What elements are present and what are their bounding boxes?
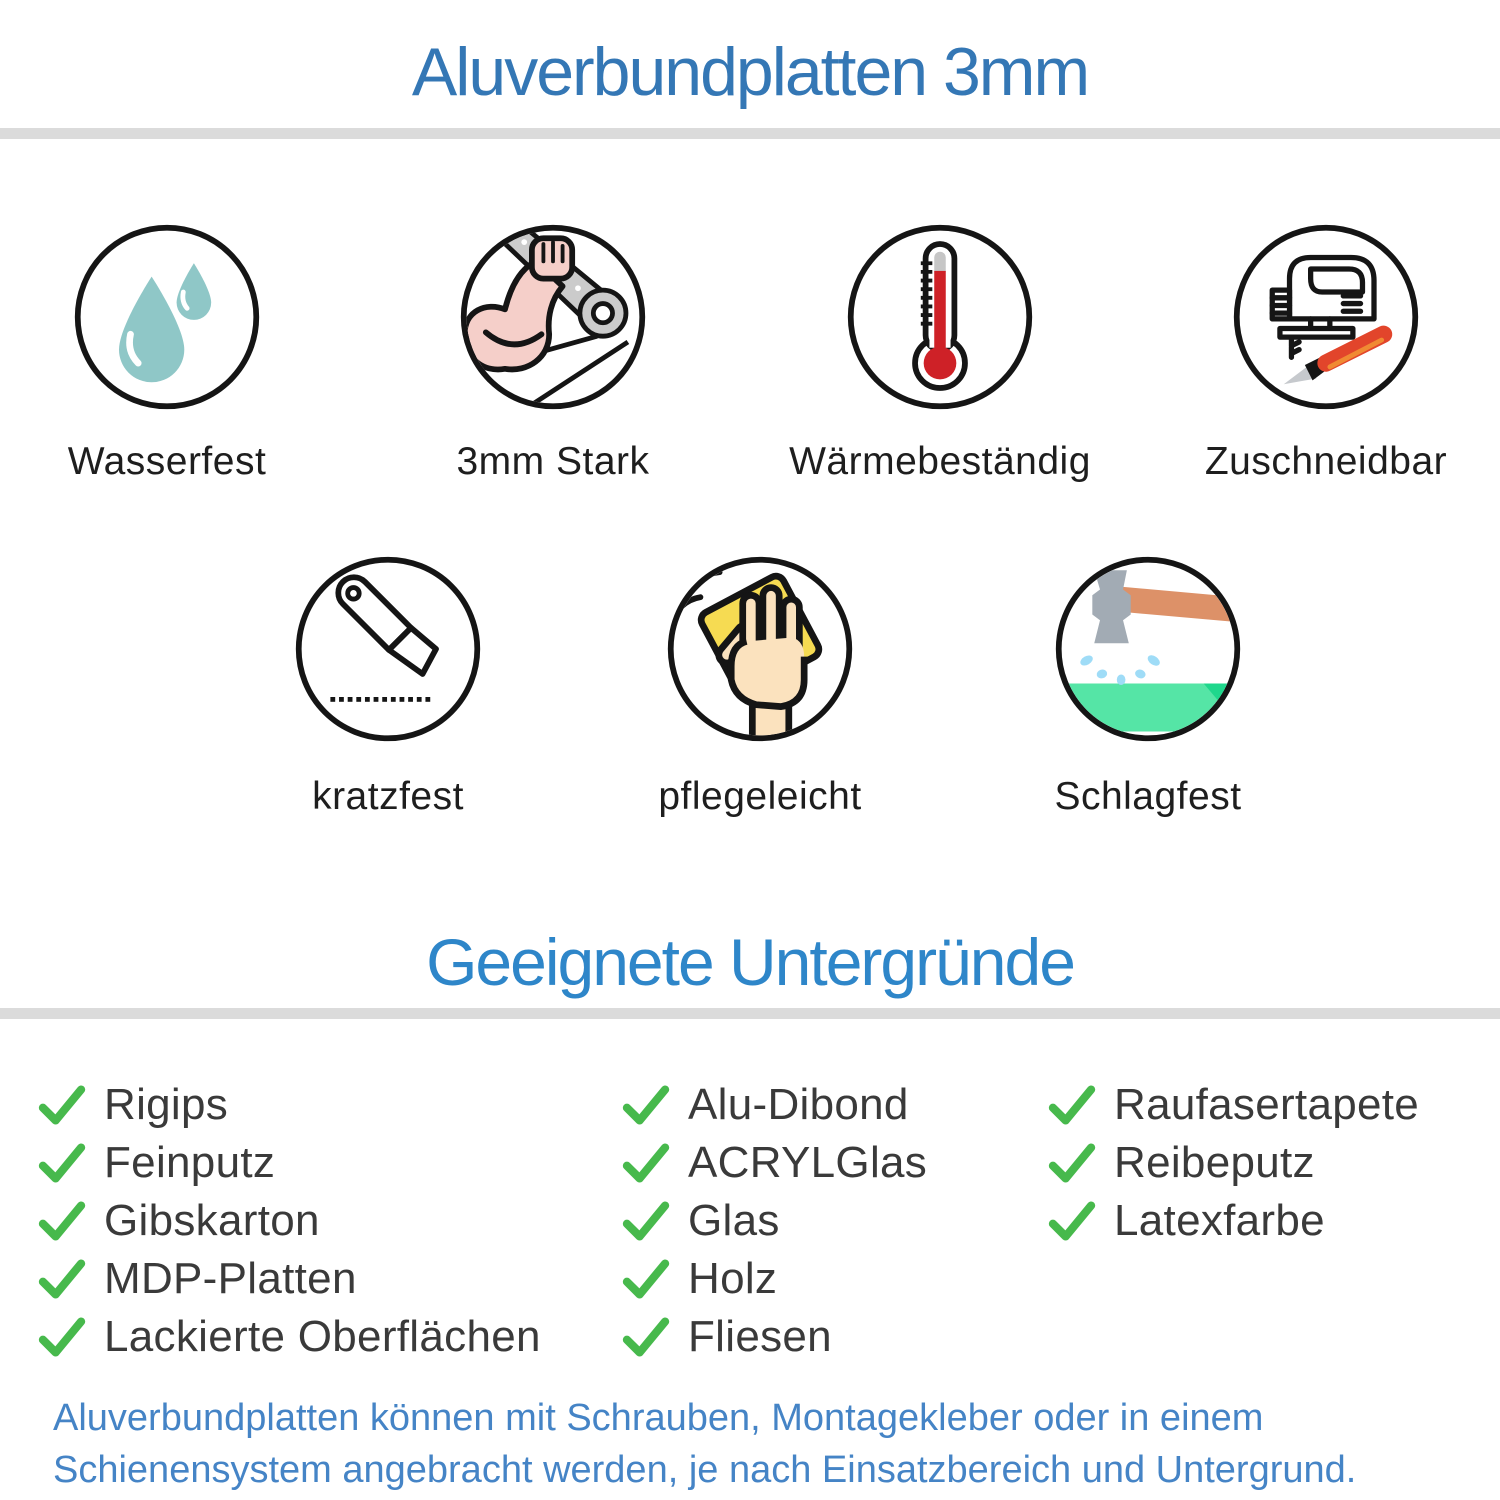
checkmark-icon bbox=[1048, 1201, 1096, 1241]
list-item-label: Lackierte Oberflächen bbox=[104, 1312, 541, 1361]
feature-label: Wärmebeständig bbox=[789, 440, 1091, 483]
list-item-label: Reibeputz bbox=[1114, 1138, 1315, 1187]
feature-label: Schlagfest bbox=[1054, 775, 1242, 818]
list-item-label: Raufasertapete bbox=[1114, 1080, 1420, 1129]
list-item bbox=[622, 1134, 927, 1192]
checkmark-icon bbox=[622, 1259, 670, 1299]
list-item-label: Glas bbox=[688, 1196, 780, 1245]
water-drops-icon bbox=[71, 221, 263, 413]
list-item bbox=[622, 1076, 927, 1134]
feature-label: Zuschneidbar bbox=[1204, 440, 1448, 483]
substrate-column-2 bbox=[622, 1076, 927, 1366]
feature-3mm-stark bbox=[363, 221, 743, 484]
section-title: Geeignete Untergründe bbox=[426, 925, 1074, 999]
list-item bbox=[622, 1192, 927, 1250]
list-item bbox=[1048, 1134, 1419, 1192]
list-item-label: Feinputz bbox=[104, 1138, 276, 1187]
list-item bbox=[1048, 1076, 1419, 1134]
checkmark-icon bbox=[38, 1085, 86, 1125]
feature-kratzfest bbox=[198, 553, 578, 819]
jigsaw-cutter-icon bbox=[1230, 221, 1422, 413]
checkmark-icon bbox=[622, 1317, 670, 1357]
thermometer-icon bbox=[844, 221, 1036, 413]
divider-top bbox=[0, 128, 1500, 139]
list-item-label: Gibskarton bbox=[104, 1196, 320, 1245]
feature-wasserfest bbox=[0, 221, 357, 484]
list-item bbox=[38, 1308, 541, 1366]
feature-label: 3mm Stark bbox=[456, 440, 650, 483]
feature-pflegeleicht bbox=[570, 553, 950, 819]
feature-schlagfest bbox=[958, 553, 1338, 819]
list-item-label: ACRYLGlas bbox=[688, 1138, 928, 1187]
page-title: Aluverbundplatten 3mm bbox=[411, 34, 1089, 110]
checkmark-icon bbox=[38, 1317, 86, 1357]
divider-middle bbox=[0, 1008, 1500, 1019]
list-item bbox=[38, 1134, 541, 1192]
list-item-label: Rigips bbox=[104, 1080, 229, 1129]
utility-knife-icon bbox=[292, 553, 484, 745]
feature-label: kratzfest bbox=[312, 775, 464, 818]
list-item-label: Alu-Dibond bbox=[688, 1080, 909, 1129]
substrate-column-1 bbox=[38, 1076, 541, 1366]
feature-label: Wasserfest bbox=[67, 440, 267, 483]
hand-cloth-icon bbox=[664, 553, 856, 745]
checkmark-icon bbox=[38, 1259, 86, 1299]
checkmark-icon bbox=[1048, 1085, 1096, 1125]
list-item-label: Holz bbox=[688, 1254, 778, 1303]
checkmark-icon bbox=[38, 1201, 86, 1241]
checkmark-icon bbox=[1048, 1143, 1096, 1183]
feature-zuschneidbar bbox=[1136, 221, 1500, 484]
substrate-column-3 bbox=[1048, 1076, 1419, 1250]
mounting-note: Aluverbundplatten können mit Schrauben, Montagekleber oder in einem Schienensystem angebracht werden, je nach Einsatzbereich und Untergrund. bbox=[53, 1397, 1357, 1491]
checkmark-icon bbox=[38, 1143, 86, 1183]
feature-label: pflegeleicht bbox=[658, 775, 862, 818]
list-item bbox=[38, 1250, 541, 1308]
list-item bbox=[38, 1076, 541, 1134]
feature-waermebestaendig bbox=[750, 221, 1130, 484]
checkmark-icon bbox=[622, 1085, 670, 1125]
list-item bbox=[622, 1250, 927, 1308]
list-item bbox=[1048, 1192, 1419, 1250]
muscle-arm-panel-icon bbox=[457, 221, 649, 413]
checkmark-icon bbox=[622, 1143, 670, 1183]
list-item-label: Latexfarbe bbox=[1114, 1196, 1325, 1245]
hammer-impact-icon bbox=[1052, 553, 1244, 745]
list-item bbox=[38, 1192, 541, 1250]
checkmark-icon bbox=[622, 1201, 670, 1241]
list-item-label: MDP-Platten bbox=[104, 1254, 357, 1303]
list-item-label: Fliesen bbox=[688, 1312, 832, 1361]
list-item bbox=[622, 1308, 927, 1366]
